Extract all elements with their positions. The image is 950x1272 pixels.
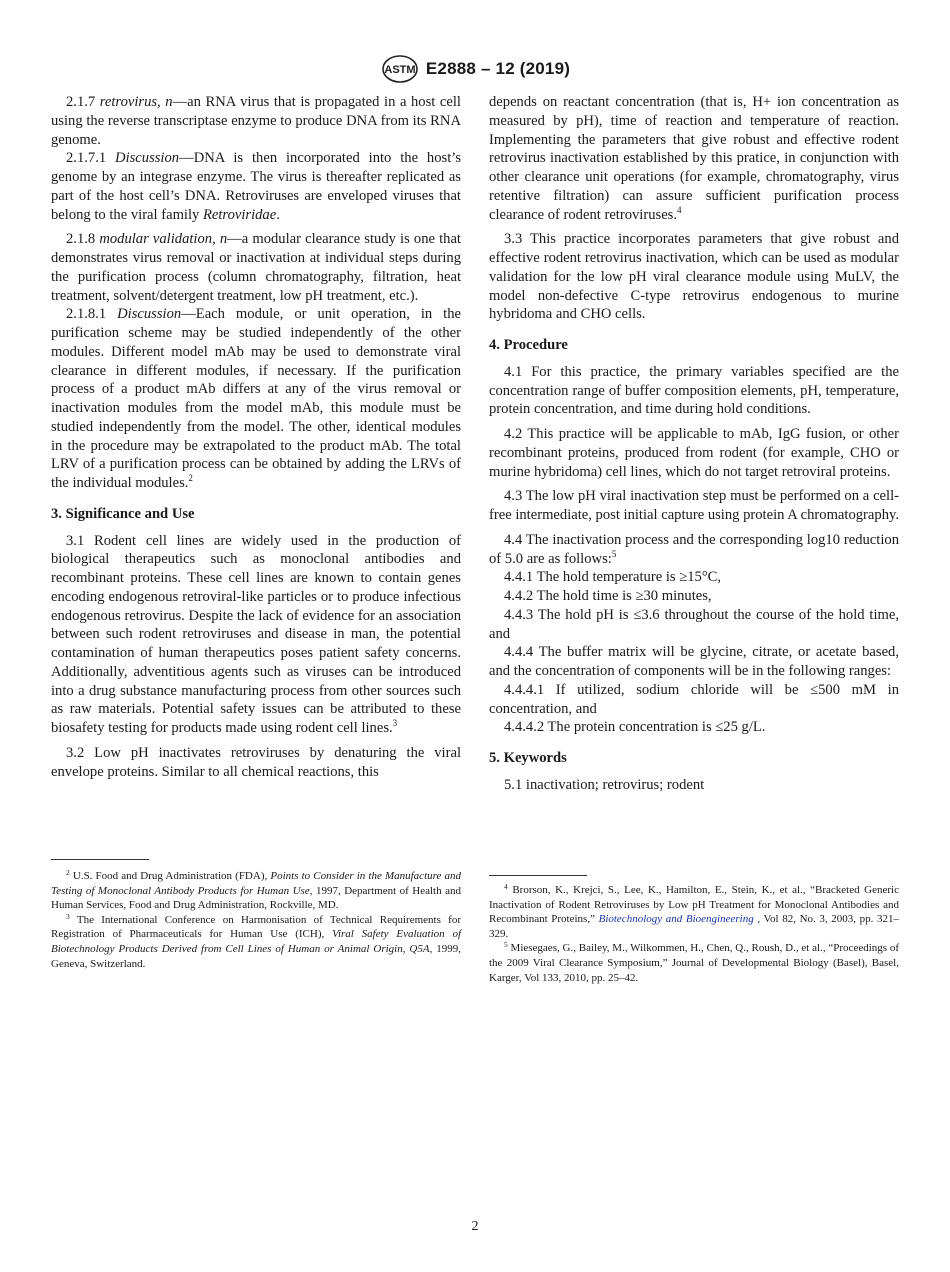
journal-link[interactable]: Biotechnology and Bioengineering — [598, 913, 754, 926]
paragraph-3-1: 3.1 Rodent cell lines are widely used in the production of biological therapeutics such as monoclonal antibodies and recombinant proteins. These cell lines are known to contain genes encoding endogenous retroviral-like particles or to produce infectious endogenous retrovirus. Despite the lack of evidence for an association between such rodent retroviruses and disease in man, the potential contamination of human therapeutics poses patient safety concerns. Additionally, adventitious agents such as viruses can be introduced into a drug substance manufacturing process from other sources such as raw materials. Potential safety issues can be attributed to these biosafety testing for products made using rodent cell lines.$^3$ — [51, 532, 461, 736]
page-number: 2 — [471, 1219, 479, 1234]
paragraph-4-1: 4.1 For this practice, the primary variables specified are the concentration range of buffer composition elements, pH, temperature, protein concentration, and time during hold conditions. — [489, 363, 899, 418]
footnote-rule-right — [489, 875, 587, 876]
footnote-4: $^4$ Brorson, K., Krejci, S., Lee, K., Hamilton, E., Stein, K., et al., “Bracketed Generic Inactivation of Rodent Retroviruses by Low pH Treatment for Monoclonal Antibodies and Recombinant Proteins,” Biotechnology and Bioengineering , Vol 82, No. 3, 2003, pp. 321–329. — [489, 882, 900, 940]
section-heading-5: 5. Keywords — [489, 750, 567, 766]
paragraph-4-4-4-1: 4.4.4.1 If utilized, sodium chloride will be ≤500 mM in concentration, and — [489, 681, 899, 717]
document-designation: E2888 – 12 (2019) — [425, 59, 571, 78]
paragraph-4-2: 4.2 This practice will be applicable to mAb, IgG fusion, or other recombinant proteins, produced from rodent (for example, CHO or murine hybridoma) cell lines, which do not target retroviral proteins. — [489, 426, 899, 480]
svg-text:ASTM: ASTM — [384, 64, 416, 76]
paragraph-3-3: 3.3 This practice incorporates parameters that give robust and effective rodent retrovirus inactivation, which can be used as modular validation for the low pH viral clearance module using MuLV, the model non-defective C-type retrovirus endogenous to murine hybridoma and CHO cells. — [489, 231, 899, 323]
paragraph-5-1: 5.1 inactivation; retrovirus; rodent — [504, 776, 705, 793]
footnote-3: $^3$ The International Conference on Harmonisation of Technical Requirements for Registration of Pharmaceuticals for Human Use (ICH), Viral Safety Evaluation of Biotechnology Products Derived from Cell Lines of Human or Animal Origin, Q5A, 1999, Geneva, Switzerland. — [51, 911, 462, 970]
footnotes-right — [489, 883, 899, 985]
paragraph-3-2: 3.2 Low pH inactivates retroviruses by denaturing the viral envelope proteins. Similar to all chemical reactions, this — [51, 744, 461, 780]
paragraph-2-1-7: 2.1.7 retrovirus, n—an RNA virus that is propagated in a host cell using the reverse transcriptase enzyme to produce DNA from its RNA genome. — [51, 94, 461, 148]
paragraph-4-4-1: 4.4.1 The hold temperature is ≥15°C, — [504, 569, 722, 586]
paragraph-2-1-7-1: 2.1.7.1 Discussion—DNA is then incorporated into the host’s genome by an integrase enzyme. The virus is thereafter replicated as part of the host cell’s DNA. Retroviruses are enveloped viruses that belong to the viral family Retroviridae. — [51, 150, 461, 223]
page-header — [0, 54, 950, 84]
footnotes-left — [51, 869, 461, 971]
footnote-5: $^5$ Miesegaes, G., Bailey, M., Wilkommen, H., Chen, Q., Roush, D., et al., “Proceedings of the 2009 Viral Clearance Symposium,” Journal of Developmental Biology (Basel), Basel, Karger, Vol 133, 2010, pp. 25–42. — [489, 940, 899, 984]
paragraph-3-2-continued: depends on reactant concentration (that is, H+ ion concentration as measured by pH), time of reaction and temperature of reaction. Implementing the parameters that give robust and effective rodent retrovirus inactivation established by this pratice, in conjunction with other clearance unit operations (for example, chromatography, virus retentive filtration) can assure sufficient purification process clearance of rodent retroviruses.$^4$ — [489, 94, 899, 223]
paragraph-4-4-2: 4.4.2 The hold time is ≥30 minutes, — [504, 588, 712, 604]
section-heading-4: 4. Procedure — [489, 337, 568, 353]
astm-logo-icon — [380, 54, 420, 84]
paragraph-4-4-3: 4.4.3 The hold pH is ≤3.6 throughout the course of the hold time, and — [489, 606, 899, 642]
section-heading-3: 3. Significance and Use — [51, 505, 195, 522]
paragraph-4-4-4-2: 4.4.4.2 The protein concentration is ≤25 g/L. — [504, 719, 766, 736]
paragraph-4-4-4: 4.4.4 The buffer matrix will be glycine, citrate, or acetate based, and the concentration of components will be in the following ranges: — [489, 644, 899, 679]
paragraph-2-1-8: 2.1.8 modular validation, n—a modular clearance study is one that demonstrates virus removal or inactivation at individual steps during the purification process (column chromatography, filtration, heat treatment, solvent/detergent treatment, low pH treatment, etc.). — [51, 231, 461, 304]
paragraph-2-1-8-1: 2.1.8.1 Discussion—Each module, or unit operation, in the purification scheme may be studied independently of the other modules. Different model mAb may be used to demonstrate viral clearance in different modules, if necessary. If the purification process of a product mAb differs at any of the virus removal or inactivation modules from the model mAb, this module must be studied independently from the model. The other, identical modules in the procedure may be extrapolated to the product mAb. The total LRV of a purification process can be obtained by adding the LRVs of the individual modules.$^2$ — [51, 306, 462, 491]
paragraph-4-4: 4.4 The inactivation process and the corresponding log10 reduction of 5.0 are as follows:$^5$ — [489, 531, 899, 567]
footnote-2: $^2$ U.S. Food and Drug Administration (FDA), Points to Consider in the Manufacture and Testing of Monoclonal Antibody Products for Human Use, 1997, Department of Health and Human Services, Food and Drug Administration, Rockville, MD. — [51, 868, 462, 912]
right-column — [489, 93, 899, 801]
footnote-rule-left — [51, 859, 149, 860]
paragraph-4-3: 4.3 The low pH viral inactivation step must be performed on a cell-free intermediate, post initial capture using protein A chromatography. — [489, 488, 899, 523]
left-column — [51, 93, 461, 781]
